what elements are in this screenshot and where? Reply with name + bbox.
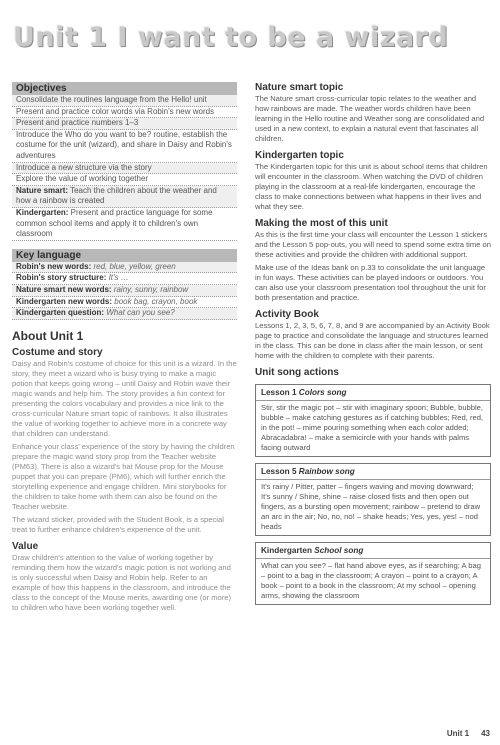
song-box (255, 384, 491, 457)
left-column (12, 82, 237, 613)
costume-story-heading: Costume and story (12, 346, 103, 358)
footer-unit: Unit 1 (446, 729, 470, 738)
kindergarten-topic-heading: Kindergarten topic (255, 150, 344, 161)
objectives-box (12, 82, 237, 241)
objective-item: Nature smart: Teach the children about the weather and how a rainbow is created (12, 186, 237, 208)
making-most-heading: Making the most of this unit (255, 218, 388, 229)
value-heading: Value (12, 540, 39, 552)
song-actions-text: It's rainy / Pitter, patter – fingers waving and moving downward; It's sunny / Shine, shine – raise closed fists and then open out fingers, as a bursting open movement; rainbow – pretend to draw an arc in the air; No, no, no! – shake heads; Yes, yes, yes! – nod heads (261, 482, 481, 531)
objective-item: Consolidate the routines language from the Hello! unit (12, 95, 237, 107)
objective-item: Explore the value of working together (12, 174, 237, 186)
objectives-list (12, 95, 237, 241)
key-language-heading: Key language (12, 249, 237, 262)
song-title: Lesson 5 Rainbow song (256, 467, 490, 480)
activity-book-paragraph: Lessons 1, 2, 3, 5, 6, 7, 8, and 9 are accompanied by an Activity Book page to practice and consolidate the language and structures learned in the class. This can be done in class after the main lesson, or sent home with the children to complete with their parents. (255, 321, 490, 360)
song-actions-heading: Unit song actions (255, 367, 339, 378)
costume-paragraph: The wizard sticker, provided with the Student Book, is a special treat to further enhance children's experience of the unit. (12, 514, 224, 534)
key-language-box (12, 249, 237, 320)
costume-paragraph: Daisy and Robin's costume of choice for this unit is a wizard. In the story, they meet a wizard who is busy trying to make a magic potion that keeps going wrong – until Daisy and Robin wave their magic wands and help him. The story provides a fun context for presenting the colors vocabulary and provides a nice link to the cross-curricular Nature smart topic of rainbows. It also illustrates the value of working together to achieve more in a concrete way that children can understand. (12, 358, 237, 438)
key-language-item: Robin's story structure: It's … (12, 273, 237, 285)
key-language-list (12, 262, 237, 320)
value-paragraph: Draw children's attention to the value of working together by reminding them how the wizard's magic potion is not working and is only successful when Daisy and Robin help. Refer to an example of how this happens in the classroom, and introduce the class to the concept of the Mouse merits, awarding one (or more) to children who have been working together well. (12, 552, 232, 612)
objectives-heading: Objectives (12, 82, 237, 95)
kindergarten-topic-paragraph: The Kindergarten topic for this unit is about school items that children will encounter in the classroom. When watching the DVD of children playing in the classroom at a real-life kindergarten, encourage the class to make connections between what happens in their lives and what they see. (255, 162, 488, 211)
page-footer (435, 729, 490, 738)
song-title: Lesson 1 Colors song (256, 388, 490, 401)
song-actions-text: What can you see? – flat hand above eyes, as if searching; A bag – point to a bag in the classroom; A crayon – point to a crayon; A book – point to a book in the classroom; At my school – opening arms, showing the classroom (261, 561, 481, 600)
key-language-item: Kindergarten question: What can you see? (12, 308, 237, 320)
objective-item: Present and practice numbers 1–3 (12, 118, 237, 130)
making-most-paragraph: Make use of the Ideas bank on p.33 to consolidate the unit language in fun ways. These activities can be played indoors or outdoors. You can also use your classroom presentation tool throughout the unit for both presentation and practice. (255, 263, 486, 302)
song-box (255, 542, 491, 605)
objective-item: Kindergarten: Present and practice language for some common school items and apply it to children's own classroom (12, 208, 237, 241)
objective-item: Introduce a new structure via the story (12, 163, 237, 175)
right-column (255, 82, 491, 605)
objective-item: Introduce the Who do you want to be? routine, establish the costume for the unit (wizard), and share in Daisy and Robin's adventures (12, 130, 237, 163)
activity-book-heading: Activity Book (255, 309, 319, 320)
objective-item: Present and practice color words via Robin's new words (12, 107, 237, 119)
nature-smart-heading: Nature smart topic (255, 82, 344, 93)
page-title: Unit 1 I want to be a wizard (13, 22, 449, 53)
key-language-item: Nature smart new words: rainy, sunny, rainbow (12, 285, 237, 297)
costume-paragraph: Enhance your class' experience of the story by having the children prepare the magic wand story prop from the Teacher website (PM63). There is also a wizard's hat Mouse prop for the Mouse puppet that you can prepare (PM6), which will further enrich the storytelling experience and engage children. Mini storybooks for the children to take home with them can also be found on the Teacher website. (12, 441, 235, 511)
song-title: Kindergarten School song (256, 546, 490, 559)
key-language-item: Kindergarten new words: book bag, crayon, book (12, 297, 237, 309)
about-unit-heading: About Unit 1 (12, 328, 84, 343)
song-actions-text: Stir, stir the magic pot – stir with imaginary spoon; Bubble, bubble, bubble – make catching gestures as if catching bubbles; Red, red, in the pot! – mime pouring something when each color added; Abracadabra! – make a semicircle with your hands with palms facing outward (261, 403, 484, 452)
nature-smart-paragraph: The Nature smart cross-curricular topic relates to the weather and how rainbows are made. The weather words children have been learning in the Hello routine and Weather song are consolidated and used in a new context, to explain a natural event that fascinates all children. (255, 94, 485, 143)
song-box (255, 463, 491, 536)
page-number: 43 (481, 729, 490, 738)
key-language-item: Robin's new words: red, blue, yellow, green (12, 262, 237, 274)
making-most-paragraph: As this is the first time your class will encounter the Lesson 1 stickers and the Lesson 5 pop-outs, you will need to spend some extra time on these activities and provide the children with additional support. (255, 230, 491, 259)
